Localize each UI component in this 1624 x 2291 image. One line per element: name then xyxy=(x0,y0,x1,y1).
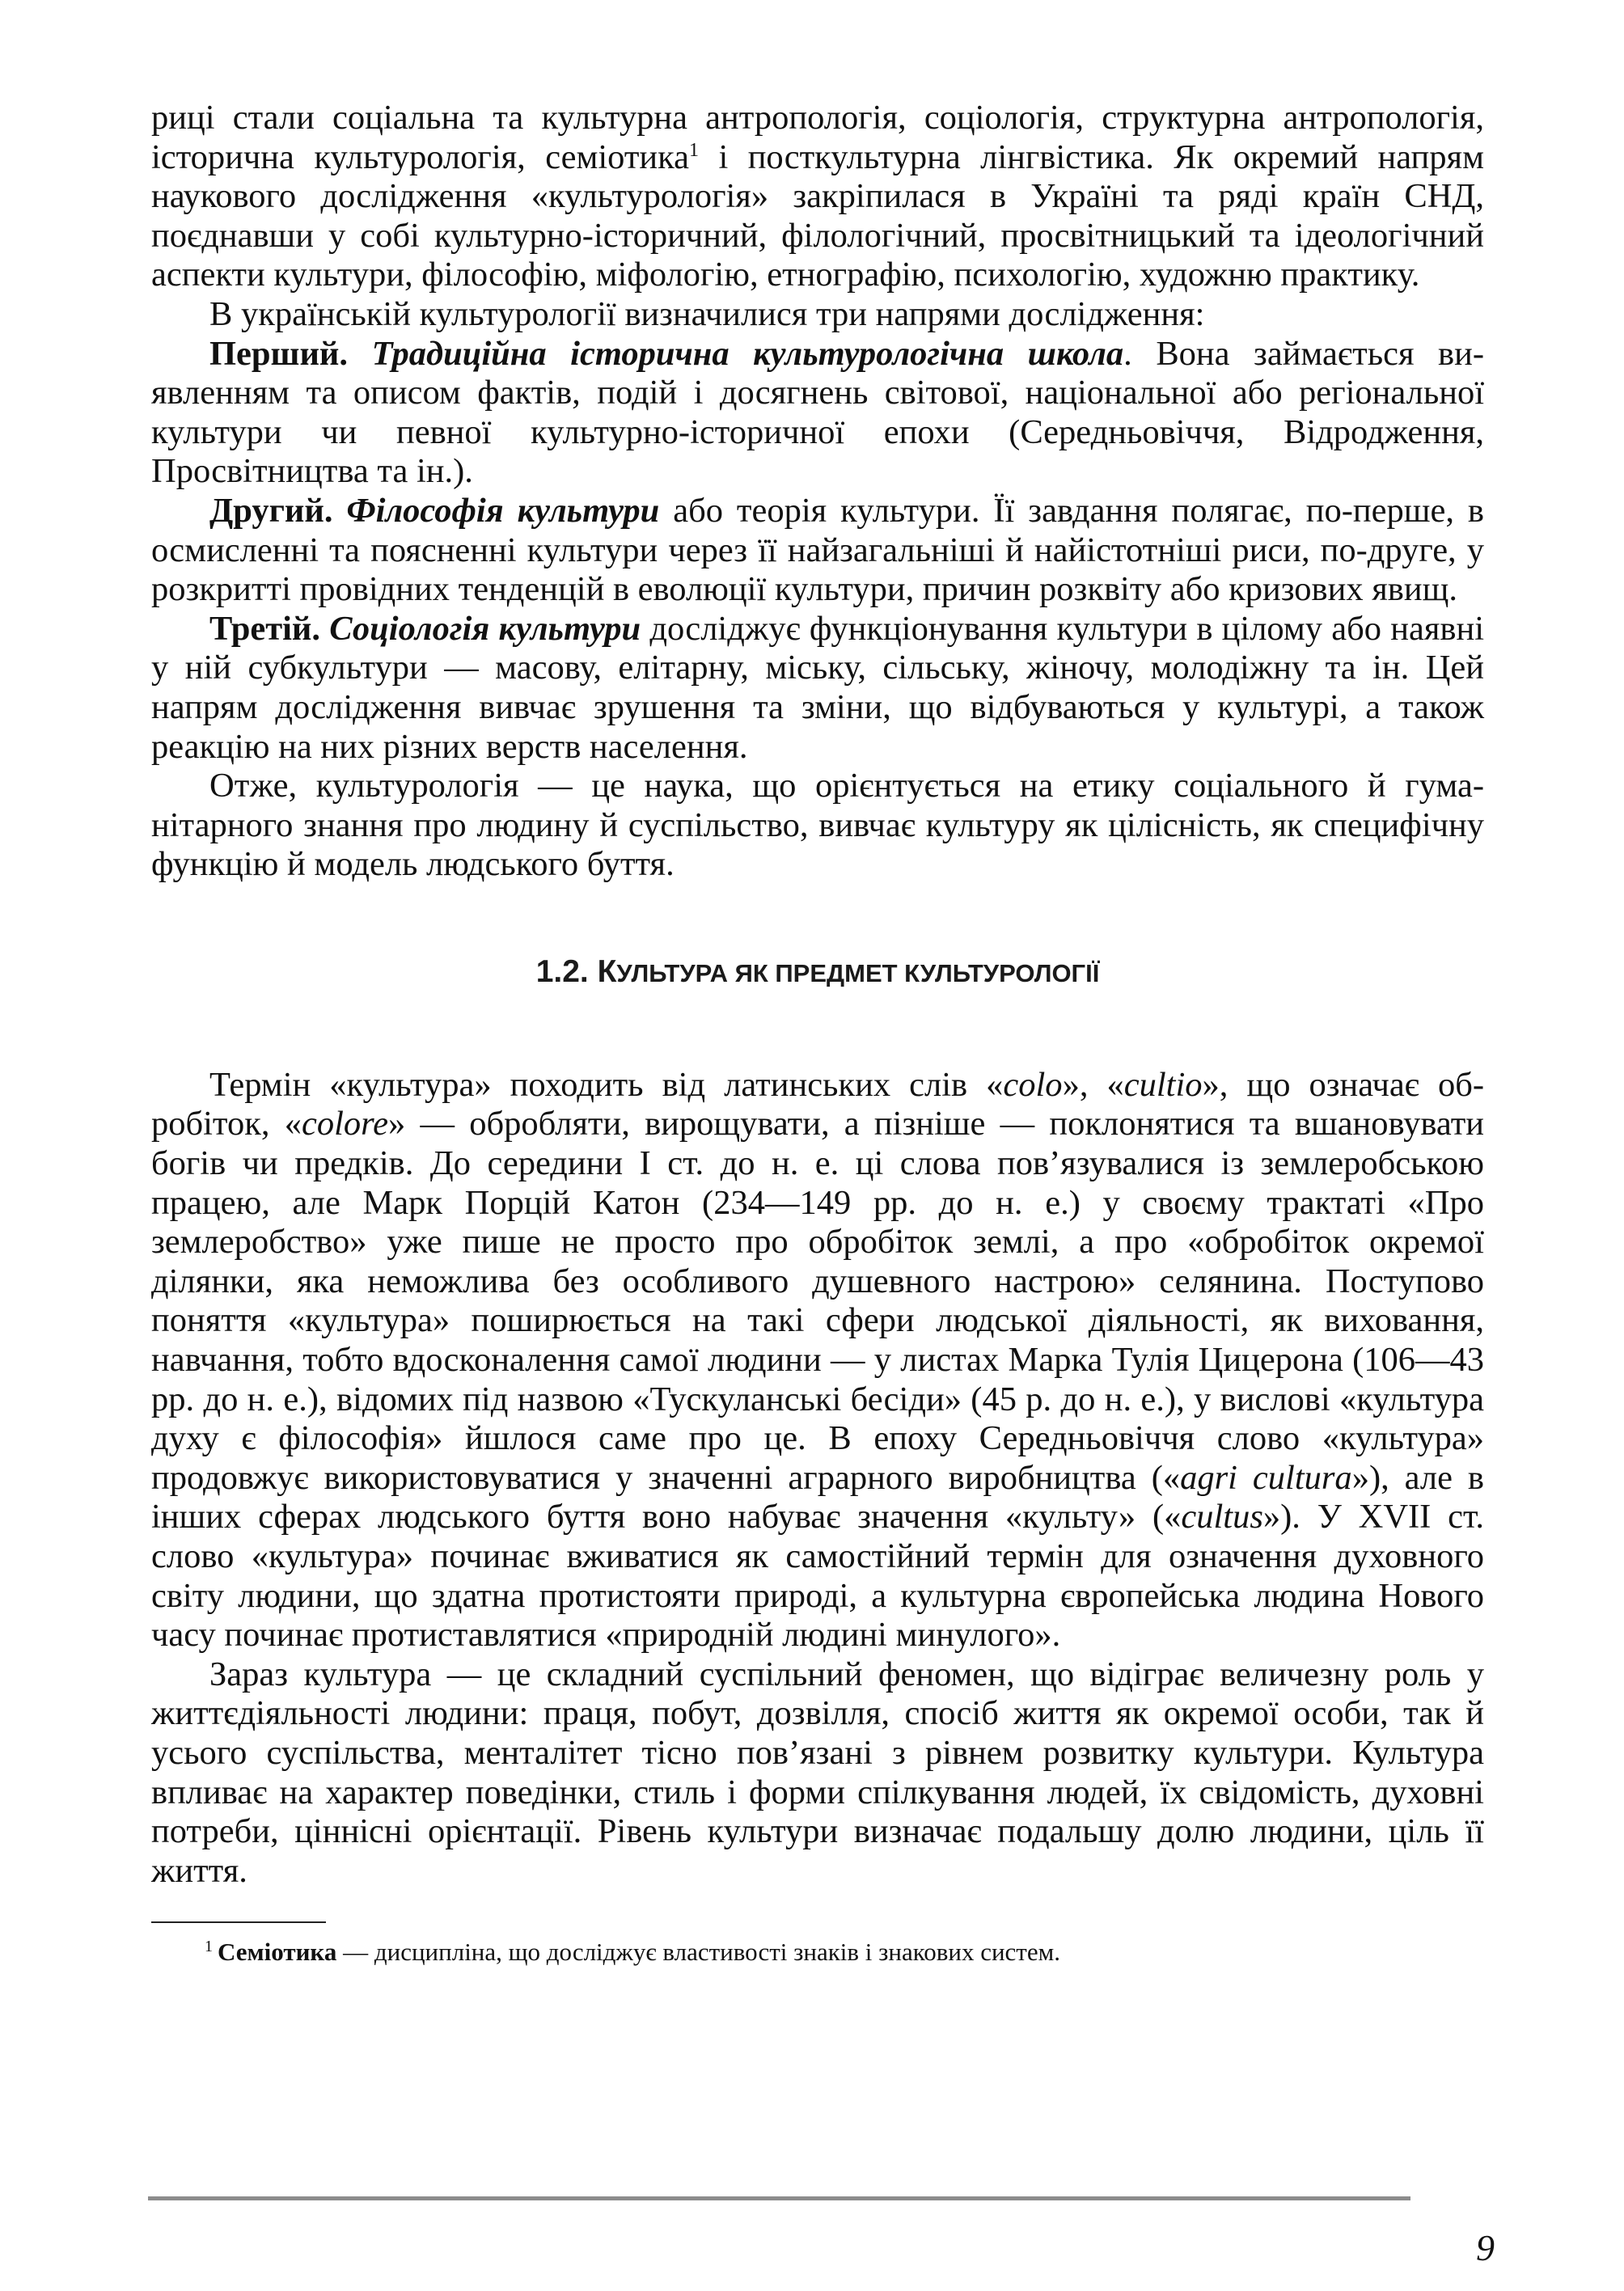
paragraph-term-origin xyxy=(151,1066,1484,1655)
text-run: » — обробляти, вирощувати, а пізніше — поклонятися та вшановувати богів чи предків. До середини І ст. до н. е. ці слова пов’язувалися із землеробською працею, але Марк Порцій Катон (234—149 рр. до н. е.) у своєму трактаті «Про землеробство» уже пише не просто про обробіток землі, а про «обробіток окремої ділянки, яка неможлива без особливого душевного настрою» селянина. Поступово поняття «культура» поширюється на такі сфери людської діяльності, як виховання, навчання, тобто вдосконалення самої людини — у листах Марка Тулія Цицерона (106—43 рр. до н. е.), відомих під назвою «Тускуланські бесіди» (45 р. до н. е.), у вислові «культура духу є філософія» йшлося саме про це. В епоху Середньовіччя слово «культура» продовжує використовуватися у значенні аграрного виробництва (« xyxy=(151,1105,1485,1497)
lead-word: Третій. xyxy=(209,609,321,648)
text-run: Термін «культура» походить від латинських слів « xyxy=(209,1065,1004,1104)
text-run: досліджує функціонування культури в цілому або наявні у ній субкультури — масову, елітарну, міську, сільську, жіночу, молодіжну та ін. Цей напрям дослідження вивчає зрушення та зміни, що відбуваються у культурі, а також реакцію на них різних верств населення. xyxy=(151,609,1484,766)
text-run: », що означає обробіток, « xyxy=(151,1065,1485,1143)
latin-word: agri cultura xyxy=(1180,1458,1352,1497)
footnote-text: — дисципліна, що досліджує властивості знаків і знакових систем. xyxy=(336,1938,1060,1967)
term-highlight: Філософія культури xyxy=(346,491,660,530)
footnote-separator xyxy=(151,1921,326,1923)
latin-word: cultus xyxy=(1181,1498,1263,1536)
section-title-rest: УЛЬТУРА ЯК ПРЕДМЕТ КУЛЬТУРОЛОГІЇ xyxy=(616,958,1100,987)
lead-word: Другий. xyxy=(209,491,333,530)
paragraph-third-direction xyxy=(151,610,1484,767)
latin-word: colore xyxy=(301,1105,388,1143)
section-title-first-letter: К xyxy=(597,953,617,989)
section-heading xyxy=(151,953,1484,993)
latin-word: cultio xyxy=(1123,1065,1203,1104)
footnote-term: Семіотика xyxy=(218,1938,337,1967)
paragraph-three-directions: В українській культурології визначилися три напрями дослідження: xyxy=(209,294,1205,333)
paragraph-culture-today: Зараз культура — це складний суспільний феномен, що відіграє величезну роль у життєдіяльності людини: праця, побут, дозвілля, спосіб життя як окремої особи, так й усього суспільства, менталітет тісно пов’язані з рівнем розвитку культури. Культура впливає на характер поведінки, стиль і форми спілкування людей, їх свідомість, духовні потреби, ціннісні орієнтації. Рівень культури визначає подальшу долю людини, ціль її життя. xyxy=(151,1655,1484,1890)
text-run: і посткультурна лінгвістика. Як окремий напрям наукового дослідження «культурологія» закріпилася в Україні та ряді країн СНД, поєднавши у собі культурно-історичний, філологічний, просвітницький та ідеологічний аспекти культури, філософію, міфологію, етнографію, психологію, художню практику. xyxy=(151,137,1484,294)
paragraph-intro-continuation xyxy=(151,99,1484,295)
text-run: »), але в інших сферах людського буття воно набуває значення «культу» (« xyxy=(151,1458,1484,1536)
section-number: 1.2. xyxy=(535,953,589,989)
term-highlight: Соціологія культури xyxy=(329,609,641,648)
paragraph-first-direction xyxy=(151,335,1484,492)
latin-word: colo xyxy=(1003,1065,1063,1104)
page-number: 9 xyxy=(1476,2227,1495,2268)
text-run: риці стали соціальна та культурна антропологія, соціологія, структурна антропологія, історична культурологія, семіотика xyxy=(151,99,1484,176)
page-bottom-rule xyxy=(148,2196,1410,2200)
paragraph-conclusion: Отже, культурологія — це наука, що орієнтується на етику соціального й гуманітарного знання про людину й суспільство, вивчає культуру як цілісність, як специфічну функцію й модель людського буття. xyxy=(151,767,1484,884)
page-content xyxy=(151,99,1484,1968)
footnote-mark: 1 xyxy=(205,1938,213,1956)
footnote xyxy=(151,1936,1484,1968)
paragraph-second-direction xyxy=(151,492,1484,610)
footnote-reference: 1 xyxy=(689,139,700,161)
text-run: »). У XVII ст. слово «культура» починає вживатися як самостійний термін для означення духовного світу людини, що здатна протистояти природі, а культурна європейська людина Нового часу починає протиставлятися «природній людині минулого». xyxy=(151,1498,1484,1655)
term-highlight: Традиційна історична культурологічна школа xyxy=(371,334,1124,373)
text-run: . Вона займається виявленням та описом фактів, подій і досягнень світової, національної або регіональної культури чи певної культурно-історичної епохи (Середньовіччя, Відродження, Просвітництва та ін.). xyxy=(151,334,1484,491)
text-run: або теорія культури. Її завдання полягає, по-перше, в осмисленні та поясненні культури через її найзагальніші й найістотніші риси, по-друге, у розкритті провідних тенденцій в еволюції культури, причин розквіту або кризових явищ. xyxy=(151,491,1484,609)
text-run: », « xyxy=(1062,1065,1124,1104)
lead-word: Перший. xyxy=(209,334,349,373)
